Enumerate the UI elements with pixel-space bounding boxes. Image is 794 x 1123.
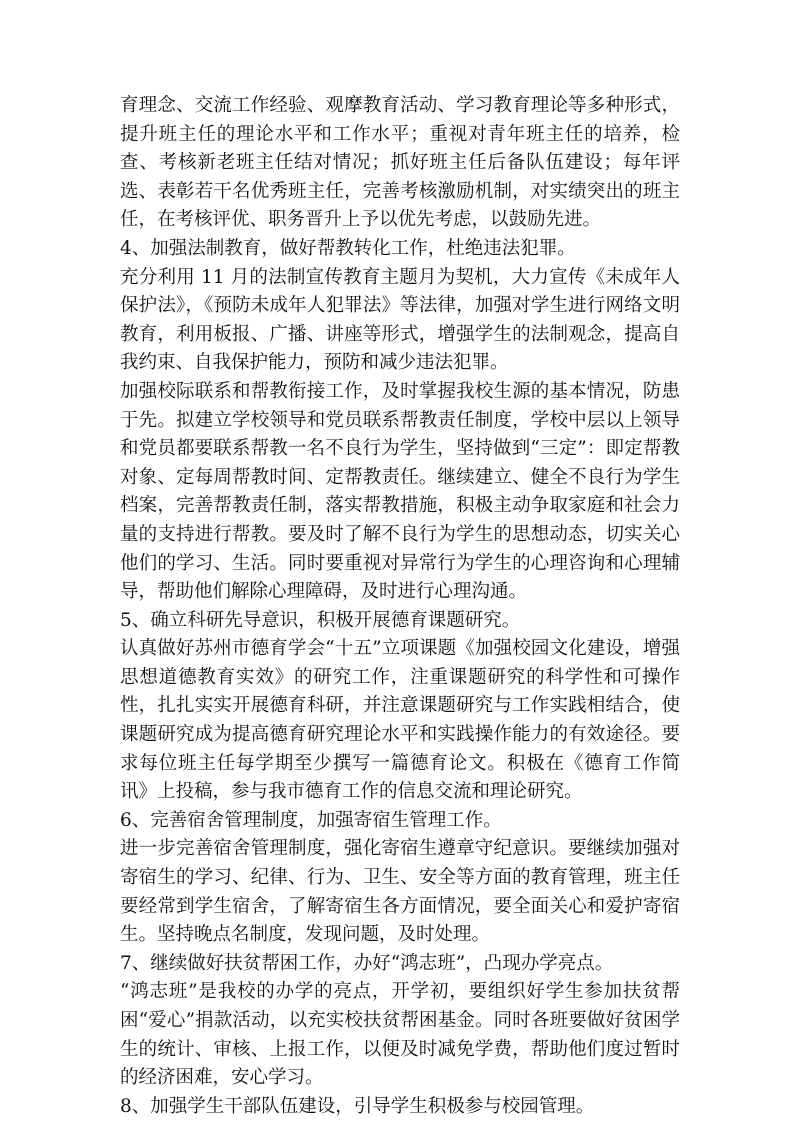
paragraph-poverty-aid: “鸿志班”是我校的办学的亮点，开学初，要组织好学生参加扶贫帮困“爱心”捐款活动，以充实校扶贫帮困基金。同时各班要做好贫困学生的统计、审核、上报工作，以便及时减免学费，帮助他们度过暂时的经济困难，安心学习。 xyxy=(120,981,680,1089)
document-page xyxy=(120,92,680,1121)
paragraph-dormitory-management: 进一步完善宿舍管理制度，强化寄宿生遵章守纪意识。要继续加强对寄宿生的学习、纪律、行为、卫生、安全等方面的教育管理，班主任要经常到学生宿舍，了解寄宿生各方面情况，要全面关心和爱护寄宿生。坚持晚点名制度，发现问题，及时处理。 xyxy=(120,838,680,946)
section-heading-7: 7、继续做好扶贫帮困工作，办好“鸿志班”，凸现办学亮点。 xyxy=(120,952,614,974)
section-heading-8: 8、加强学生干部队伍建设，引导学生积极参与校园管理。 xyxy=(120,1095,595,1117)
paragraph-guidance-liaison: 加强校际联系和帮教衔接工作，及时掌握我校生源的基本情况，防患于先。拟建立学校领导和党员联系帮教责任制度，学校中层以上领导和党员都要联系帮教一名不良行为学生，坚持做到“三定”：即定帮教对象、定每周帮教时间、定帮教责任。继续建立、健全不良行为学生档案，完善帮教责任制，落实帮教措施，积极主动争取家庭和社会力量的支持进行帮教。要及时了解不良行为学生的思想动态，切实关心他们的学习、生活。同时要重视对异常行为学生的心理咨询和心理辅导，帮助他们解除心理障碍，及时进行心理沟通。 xyxy=(120,380,680,603)
section-heading-4: 4、加强法制教育，做好帮教转化工作，杜绝违法犯罪。 xyxy=(120,237,576,259)
paragraph-legal-education: 充分利用 11 月的法制宣传教育主题月为契机，大力宣传《未成年人保护法》，《预防未成年人犯罪法》等法律，加强对学生进行网络文明教育，利用板报、广播、讲座等形式，增强学生的法制观念，提高自我约束、自我保护能力，预防和减少违法犯罪。 xyxy=(120,266,680,374)
section-heading-6: 6、完善宿舍管理制度，加强寄宿生管理工作。 xyxy=(120,809,502,831)
paragraph-class-teacher-development: 育理念、交流工作经验、观摩教育活动、学习教育理论等多种形式，提升班主任的理论水平和工作水平；重视对青年班主任的培养，检查、考核新老班主任结对情况；抓好班主任后备队伍建设；每年评选、表彰若干名优秀班主任，完善考核激励机制，对实绩突出的班主任，在考核评优、职务晋升上予以优先考虑，以鼓励先进。 xyxy=(120,95,680,231)
paragraph-research-project: 认真做好苏州市德育学会“十五”立项课题《加强校园文化建设，增强思想道德教育实效》的研究工作，注重课题研究的科学性和可操作性，扎扎实实开展德育科研，并注意课题研究与工作实践相结合，使课题研究成为提高德育研究理论水平和实践操作能力的有效途径。要求每位班主任每学期至少撰写一篇德育论文。积极在《德育工作简讯》上投稿，参与我市德育工作的信息交流和理论研究。 xyxy=(120,638,680,803)
section-heading-5: 5、确立科研先导意识，积极开展德育课题研究。 xyxy=(120,609,521,631)
